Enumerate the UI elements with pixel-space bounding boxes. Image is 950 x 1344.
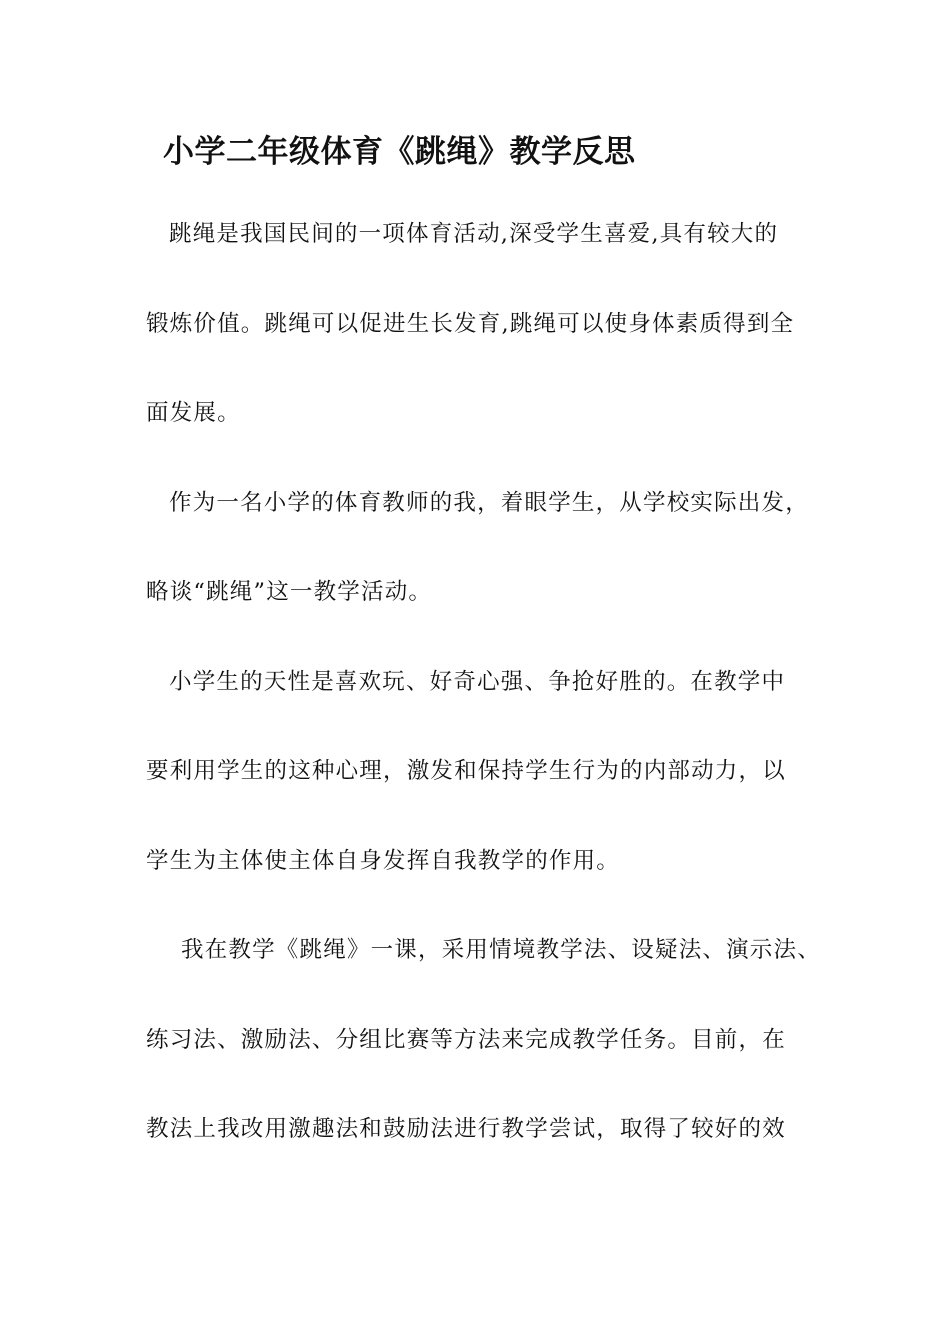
paragraph-3-line-2: 要利用学生的这种心理，激发和保持学生行为的内部动力，以 (146, 758, 786, 784)
paragraph-1-line-2: 锻炼价值。跳绳可以促进生长发育,跳绳可以使身体素质得到全 (146, 311, 795, 337)
paragraph-4-line-1: 我在教学《跳绳》一课，采用情境教学法、设疑法、演示法、 (181, 937, 821, 963)
paragraph-3-line-3: 学生为主体使主体自身发挥自我教学的作用。 (146, 848, 621, 874)
paragraph-1-line-1: 跳绳是我国民间的一项体育活动,深受学生喜爱,具有较大的 (169, 221, 779, 247)
paragraph-3-line-1: 小学生的天性是喜欢玩、好奇心强、争抢好胜的。在教学中 (169, 669, 786, 695)
paragraph-2-line-2: 略谈“跳绳”这一教学活动。 (146, 579, 433, 605)
paragraph-4-line-3: 教法上我改用激趣法和鼓励法进行教学尝试，取得了较好的效 (146, 1116, 786, 1142)
paragraph-2-line-1: 作为一名小学的体育教师的我，着眼学生，从学校实际出发， (169, 490, 809, 516)
paragraph-4-line-2: 练习法、激励法、分组比赛等方法来完成教学任务。目前，在 (146, 1027, 786, 1053)
document-title: 小学二年级体育《跳绳》教学反思 (163, 134, 636, 170)
paragraph-1-line-3: 面发展。 (146, 400, 241, 426)
